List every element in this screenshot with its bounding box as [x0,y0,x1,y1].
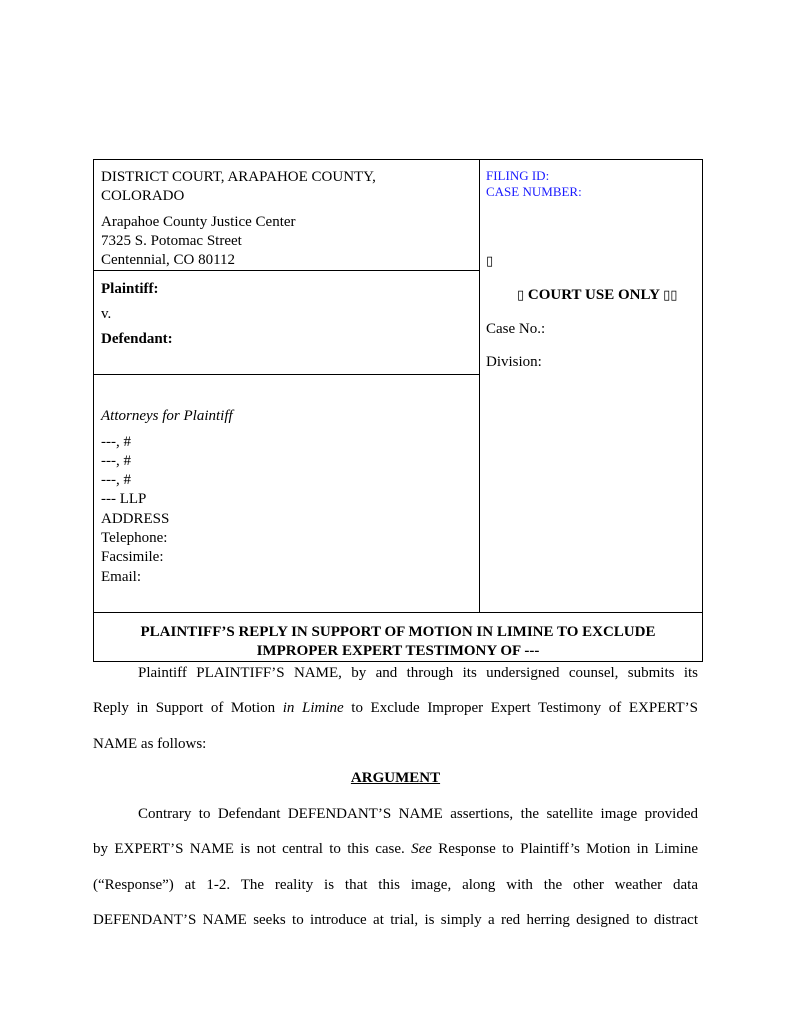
caption-divider-vertical [479,160,480,612]
argument-line-1: Contrary to Defendant DEFENDANT’S NAME assertions, the satellite image provided [138,806,698,822]
versus-label: v. [101,306,112,322]
caption-table [93,159,703,662]
defendant-label: Defendant: [101,331,173,347]
attorney-email: Email: [101,569,141,585]
attorney-telephone: Telephone: [101,530,168,546]
document-title-line2: IMPROPER EXPERT TESTIMONY OF --- [256,643,540,659]
case-no-label: Case No.: [486,321,546,337]
caption-divider-3 [94,612,702,613]
court-address-1: Arapahoe County Justice Center [101,214,296,230]
court-address-3: Centennial, CO 80112 [101,252,236,268]
plaintiff-label: Plaintiff: [101,281,159,297]
argument-line-3: (“Response”) at 1-2. The reality is that this image, along with the other weather data [93,877,698,893]
court-name-line2: COLORADO [101,188,185,204]
caption-divider-1 [94,270,480,271]
court-name-line1: DISTRICT COURT, ARAPAHOE COUNTY, [101,169,376,185]
document-title-line1: PLAINTIFF’S REPLY IN SUPPORT OF MOTION IN LIMINE TO EXCLUDE [140,624,656,640]
case-number-label: CASE NUMBER: [486,184,582,199]
document-title [94,623,702,661]
attorneys-label: Attorneys for Plaintiff [101,408,233,424]
attorney-address: ADDRESS [101,511,170,527]
argument-heading: ARGUMENT [350,770,441,786]
attorney-facsimile: Facsimile: [101,549,164,565]
argument-line-2: by EXPERT’S NAME is not central to this case. See Response to Plaintiff’s Motion in Limine [93,841,699,857]
triangle-left-icon: ▯ [517,288,525,303]
attorney-line: ---, # [101,472,131,488]
court-use-only: ▯ COURT USE ONLY ▯▯ [517,287,678,303]
attorney-firm: --- LLP [101,491,147,507]
triangle-right-icon: ▯▯ [663,288,678,303]
intro-line-1: Plaintiff PLAINTIFF’S NAME, by and through its undersigned counsel, submits its [138,665,698,681]
caption-divider-2 [94,374,480,375]
filing-id-label: FILING ID: [486,168,550,183]
argument-line-4: DEFENDANT’S NAME seeks to introduce at trial, is simply a red herring designed to distract [93,912,698,928]
attorney-line: ---, # [101,434,131,450]
attorney-line: ---, # [101,453,131,469]
division-label: Division: [486,354,542,370]
intro-line-2: Reply in Support of Motion in Limine to Exclude Improper Expert Testimony of EXPERT’S [93,700,698,716]
placeholder-box-icon: ▯ [486,254,494,269]
intro-line-3: NAME as follows: [93,736,207,752]
court-address-2: 7325 S. Potomac Street [101,233,242,249]
